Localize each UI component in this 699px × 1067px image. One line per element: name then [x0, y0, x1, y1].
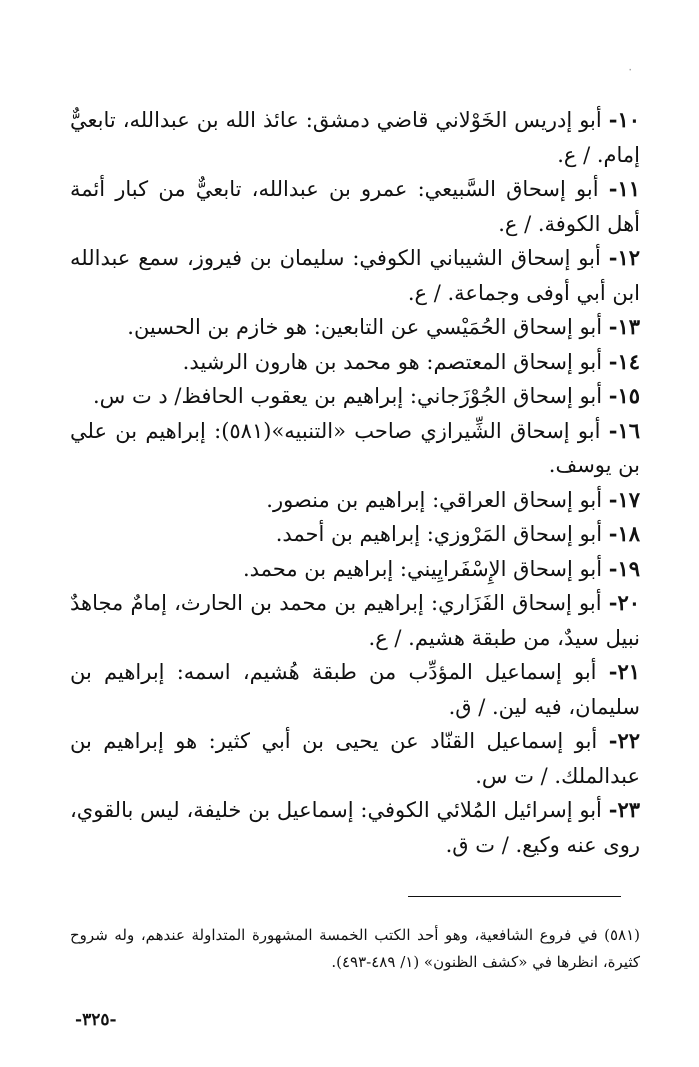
entry [70, 172, 640, 241]
entry-number: ٢٢- [608, 728, 640, 753]
corner-mark: ٠ [627, 62, 634, 76]
entry-text: أبو إسحاق الفَزَاري: إبراهيم بن محمد بن الحارث، إمامٌ مجاهدٌ نبيل سيدٌ، من طبقة هشيم. / ع. [70, 591, 640, 650]
entry [70, 517, 640, 552]
entry-text: أبو إسحاق الشيباني الكوفي: سليمان بن فيروز، سمع عبدالله ابن أبي أوفى وجماعة. / ع. [70, 246, 640, 305]
entry-number: ١٢- [608, 245, 640, 270]
entry-text: أبو إسحاق المعتصم: هو محمد بن هارون الرشيد. [182, 349, 609, 374]
entry [70, 483, 640, 518]
entry [70, 586, 640, 655]
footnote-separator [408, 896, 621, 897]
entries-list [70, 103, 640, 862]
entry-number: ١٩- [608, 555, 640, 581]
entry-number: ١٦- [608, 417, 640, 443]
entry-number: ٢٠- [608, 590, 640, 615]
entry [70, 655, 640, 724]
entry-text: أبو إسحاق العراقي: إبراهيم بن منصور. [266, 487, 609, 512]
entry-number: ١٨- [608, 521, 640, 546]
entry-text: أبو إسحاق الشِّيرازي صاحب «التنبيه»(٥٨١): إبراهيم بن علي بن يوسف. [70, 418, 640, 477]
entry-text: أبو إسحاق المَرْوزي: إبراهيم بن أحمد. [275, 522, 609, 546]
entry-number: ١٣- [608, 314, 640, 339]
entry-number: ١٤- [608, 348, 640, 374]
entry-number: ١٠- [608, 107, 640, 132]
entry [70, 345, 640, 380]
entry [70, 793, 640, 862]
entry-text: أبو إسحاق السَّبيعي: عمرو بن عبدالله، تابعيٌّ من كبار أئمة أهل الكوفة. / ع. [70, 177, 640, 236]
entry [70, 414, 640, 483]
page-number: -٣٢٥- [75, 1010, 117, 1030]
entry [70, 241, 640, 310]
entry-number: ١١- [608, 176, 640, 201]
entry-number: ٢٣- [608, 797, 640, 822]
entry-text: أبو إسماعيل القنّاد عن يحيى بن أبي كثير: هو إبراهيم بن عبدالملك. / ت س. [70, 729, 640, 788]
entry-number: ٢١- [608, 659, 640, 684]
entry [70, 379, 640, 414]
entry-number: ١٥- [608, 383, 640, 408]
entry [70, 310, 640, 345]
entry-text: أبو إسماعيل المؤدِّب من طبقة هُشيم، اسمه: إبراهيم بن سليمان، فيه لين. / ق. [70, 660, 640, 719]
entry-text: أبو إسحاق الإِسْفَرايِيني: إبراهيم بن محمد. [242, 556, 609, 581]
entry-text: أبو إسحاق الحُمَيْسي عن التابعين: هو خازم بن الحسين. [127, 315, 609, 339]
entry [70, 103, 640, 172]
entry-text: أبو إسحاق الجُوْزَجاني: إبراهيم بن يعقوب الحافظ/ د ت س. [92, 384, 609, 408]
entry [70, 724, 640, 793]
entry [70, 552, 640, 587]
footnote: (٥٨١) في فروع الشافعية، وهو أحد الكتب الخمسة المشهورة المتداولة عندهم، وله شروح كثيرة، انظرها في «كشف الظنون» (١/ ٤٨٩-٤٩٣). [70, 926, 640, 971]
entry-number: ١٧- [608, 486, 640, 512]
entry-text: أبو إدريس الخَوْلاني قاضي دمشق: عائذ الله بن عبدالله، تابعيٌّ إمام. / ع. [70, 108, 640, 167]
entry-text: أبو إسرائيل المُلائي الكوفي: إسماعيل بن خليفة، ليس بالقوي، روى عنه وكيع. / ت ق. [70, 798, 640, 857]
